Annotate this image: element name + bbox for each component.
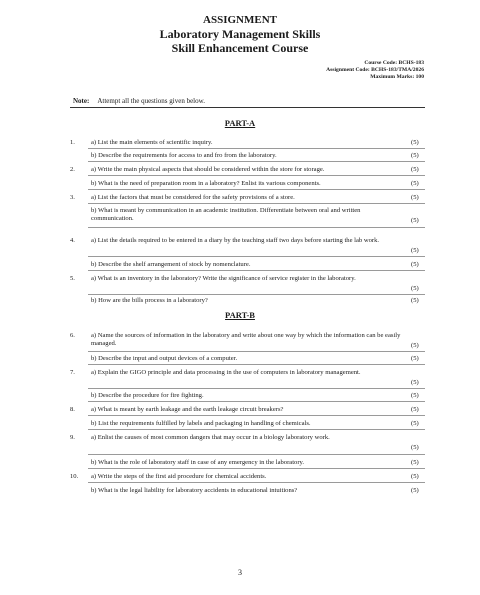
question-marks: (5) [411,473,419,480]
question-text: a) Write the steps of the first aid procedure for chemical accidents. [91,473,267,480]
question-text: b) Describe the shelf arrangement of stock by nomenclature. [91,261,251,268]
page-number: 3 [238,568,242,577]
question-marks: (5) [411,194,419,201]
question-text: a) Write the main physical aspects that should be considered within the store for storage. [91,166,325,173]
row-divider [88,415,425,416]
question-number: 7. [70,369,75,376]
question-text: a) List the details required to be entered in a diary by the teaching staff two days before starting the lab work. [91,237,380,244]
row-divider [88,256,425,257]
course-codes-block [326,60,424,81]
question-text: a) List the factors that must be considered for the safety provisions of a store. [91,194,295,201]
question-marks: (5) [411,297,419,304]
question-marks: (5) [411,285,419,292]
question-marks: (5) [411,217,419,224]
question-number: 1. [70,139,75,146]
row-divider [88,148,425,149]
row-divider [88,175,425,176]
row-divider [88,468,425,469]
question-number: 9. [70,434,75,441]
question-text: b) List the requirements fulfilled by labels and packaging in handling of chemicals. [91,420,311,427]
row-divider [88,270,425,271]
part-a-heading: PART-A [224,118,256,128]
row-divider [88,401,425,402]
part-b-heading: PART-B [225,310,255,320]
question-text: b) What is the legal liability for laboratory accidents in educational intuitions? [91,487,298,494]
question-marks: (5) [411,459,419,466]
question-number: 4. [70,237,75,244]
question-marks: (5) [411,152,419,159]
row-divider [88,454,425,455]
question-marks: (5) [411,379,419,386]
question-number: 2. [70,166,75,173]
question-text: a) List the main elements of scientific inquiry. [91,139,213,146]
row-divider [88,294,425,295]
question-text: b) Describe the procedure for fire fighting. [91,392,204,399]
question-text: a) Explain the GIGO principle and data processing in the use of computers in laboratory management. [91,369,361,376]
question-number: 10. [70,473,79,480]
row-divider [88,189,425,190]
question-text: b) How are the bills process in a laboratory? [91,297,208,304]
question-number: 5. [70,275,75,282]
question-marks: (5) [411,406,419,413]
row-divider [88,482,425,483]
row-divider [88,203,425,204]
question-marks: (5) [411,355,419,362]
row-divider [88,351,425,352]
note [73,97,205,105]
question-text: a) What is an inventory in the laboratory? Write the significance of service register in the laboratory. [91,275,356,282]
note-text: Attempt all the questions given below. [97,97,205,105]
question-marks: (5) [411,166,419,173]
question-marks: (5) [411,139,419,146]
row-divider [88,161,425,162]
question-marks: (5) [411,342,419,349]
question-text: b) Describe the input and output devices of a computer. [91,355,238,362]
course-category: Skill Enhancement Course [171,41,309,55]
question-text: a) Name the sources of information in the laboratory and write about one way by which the information can be easily managed. [91,332,401,347]
row-divider [88,227,425,228]
question-marks: (5) [411,487,419,494]
row-divider [88,429,425,430]
question-text: a) Enlist the causes of most common dangers that may occur in a biology laboratory work. [91,434,330,441]
question-marks: (5) [411,261,419,268]
question-marks: (5) [411,180,419,187]
question-marks: (5) [411,247,419,254]
row-divider [88,388,425,389]
question-number: 8. [70,406,75,413]
row-divider [88,364,425,365]
question-number: 6. [70,332,75,339]
course-subtitle: Laboratory Management Skills [159,27,321,41]
question-text: b) What is the role of laboratory staff in case of any emergency in the laboratory. [91,459,305,466]
assignment-title: ASSIGNMENT [203,14,277,26]
course-code: Course Code: BCHS-183 [364,60,424,66]
question-marks: (5) [411,420,419,427]
header-divider [70,107,425,108]
maximum-marks: Maximum Marks: 100 [370,74,424,80]
question-number: 3. [70,194,75,201]
question-text: b) What is meant by communication in an academic institution. Differentiate between oral and written communication. [91,207,361,222]
question-marks: (5) [411,444,419,451]
question-text: b) What is the need of preparation room in a laboratory? Enlist its various components. [91,180,321,187]
question-marks: (5) [411,392,419,399]
assignment-code: Assignment Code: BCHS-183/TMA/2026 [326,67,424,73]
question-text: a) What is meant by earth leakage and the earth leakage circuit breakers? [91,406,284,413]
note-label: Note: [73,97,90,105]
question-text: b) Describe the requirements for access to and fro from the laboratory. [91,152,277,159]
